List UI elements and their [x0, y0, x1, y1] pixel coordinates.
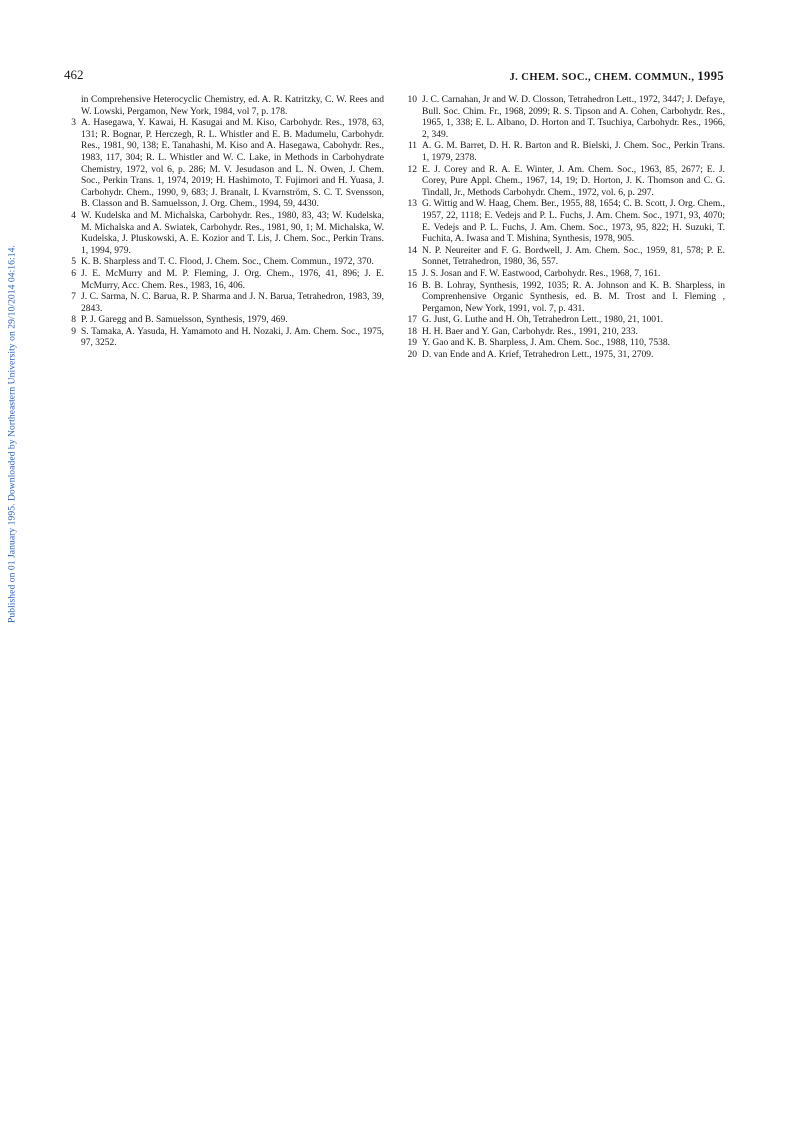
references-left-column: [64, 95, 384, 350]
reference-text: S. Tamaka, A. Yasuda, H. Yamamoto and H. Nozaki, J. Am. Chem. Soc., 1975, 97, 3252.: [81, 326, 384, 349]
reference-text: A. Hasegawa, Y. Kawai, H. Kasugai and M. Kiso, Carbohydr. Res., 1978, 63, 131; R. Bognar, P. Herczegh, R. L. Whistler and E. B. Madumelu, Carbohydr. Res., 1981, 90, 138; E. Tanahashi, M. Kiso and A. Hasegawa, Cabohydr. Res., 1983, 117, 304; R. L. Whistler and W. C. Lake, in Methods in Carbohydrate Chemistry, 1972, vol 6, p. 286; M. V. Jesudason and L. N. Owen, J. Chem. Soc., Perkin Trans. 1, 1974, 2019; H. Hashimoto, T. Fujimori and H. Yuasa, J. Carbohydr. Chem., 1990, 9, 683; J. Branalt, I. Kvarnström, S. C. T. Svensson, B. Classon and B. Samuelsson, J. Org. Chem., 1994, 59, 4430.: [81, 118, 384, 210]
reference-text: A. G. M. Barret, D. H. R. Barton and R. Bielski, J. Chem. Soc., Perkin Trans. 1, 1979, 2378.: [422, 141, 725, 163]
reference-number: 9: [71, 326, 76, 337]
reference-item: [405, 141, 725, 164]
reference-text: H. H. Baer and Y. Gan, Carbohydr. Res., 1991, 210, 233.: [422, 326, 638, 337]
reference-item: [64, 211, 384, 257]
reference-number: 3: [71, 118, 76, 129]
reference-list-left: [64, 118, 384, 350]
reference-number: 16: [407, 280, 417, 291]
reference-item: [64, 315, 384, 327]
reference-text: G. Wittig and W. Haag, Chem. Ber., 1955, 88, 1654; C. B. Scott, J. Org. Chem., 1957, 22, 1118; E. Vedejs and P. L. Fuchs, J. Am. Chem. Soc., 1971, 93, 4070; E. Vedejs and P. L. Fuchs, J. Am. Chem. Soc., 1973, 95, 822; H. Suzuki, T. Fuchita, A. Iwasa and T. Mishina, Synthesis, 1978, 905.: [422, 199, 725, 245]
reference-item: [405, 281, 725, 316]
reference-text: K. B. Sharpless and T. C. Flood, J. Chem. Soc., Chem. Commun., 1972, 370.: [81, 257, 374, 268]
reference-number: 5: [71, 257, 76, 268]
reference-continuation: in Comprehensive Heterocyclic Chemistry, ed. A. R. Katritzky, C. W. Rees and W. Lowski, Pergamon, New York, 1984, vol 7, p. 178.: [81, 95, 384, 117]
reference-item: [405, 246, 725, 269]
reference-item: [405, 269, 725, 281]
reference-text: W. Kudelska and M. Michalska, Carbohydr. Res., 1980, 83, 43; W. Kudelska, M. Michalska and A. Swiatek, Carbohydr. Res., 1981, 90, 1; M. Michalska, W. Kudelska, J. Pluskowski, A. E. Kozior and T. Lis, J. Chem. Soc., Perkin Trans. 1, 1994, 979.: [81, 210, 384, 256]
reference-text: J. C. Sarma, N. C. Barua, R. P. Sharma and J. N. Barua, Tetrahedron, 1983, 39, 2843.: [81, 292, 384, 314]
reference-item: [405, 95, 725, 141]
reference-number: 17: [407, 315, 417, 326]
reference-number: 19: [407, 338, 417, 349]
reference-number: 18: [407, 326, 417, 337]
page-number: 462: [64, 67, 84, 82]
reference-text: J. C. Carnahan, Jr and W. D. Closson, Tetrahedron Lett., 1972, 3447; J. Defaye, Bull. Soc. Chim. Fr., 1968, 2099; R. S. Tipson and A. Cohen, Carbohydr. Res., 1965, 1, 338; E. L. Albano, D. Horton and T. Tsuchiya, Carbohydr. Res., 1966, 2, 349.: [422, 95, 725, 140]
reference-text: E. J. Corey and R. A. E. Winter, J. Am. Chem. Soc., 1963, 85, 2677; E. J. Corey, Pure Appl. Chem., 1967, 14, 19; D. Horton, J. K. Thomson and C. G. Tindall, Jr., Methods Carbohydr. Chem., 1972, vol. 6, p. 297.: [422, 164, 725, 198]
reference-text: J. E. McMurry and M. P. Fleming, J. Org. Chem., 1976, 41, 896; J. E. McMurry, Acc. Chem. Res., 1983, 16, 406.: [81, 268, 384, 291]
reference-number: 10: [407, 95, 417, 105]
reference-number: 14: [407, 245, 417, 256]
reference-number: 12: [407, 164, 417, 175]
reference-item: [405, 327, 725, 339]
reference-item: [405, 350, 725, 362]
reference-item: [405, 315, 725, 327]
reference-number: 6: [71, 268, 76, 279]
reference-item: [64, 269, 384, 292]
reference-item: [64, 292, 384, 315]
reference-item: [405, 199, 725, 245]
reference-text: Y. Gao and K. B. Sharpless, J. Am. Chem. Soc., 1988, 110, 7538.: [422, 338, 671, 349]
reference-number: 20: [407, 350, 417, 361]
download-watermark: [3, 245, 21, 623]
download-notice: Published on 01 January 1995. Downloaded by Northeastern University on 29/10/2014 04:16:14.: [6, 245, 18, 623]
journal-header: [509, 69, 724, 84]
reference-number: 13: [407, 199, 417, 210]
reference-text: G. Just, G. Luthe and H. Oh, Tetrahedron Lett., 1980, 21, 1001.: [422, 315, 664, 326]
reference-item: [64, 257, 384, 269]
reference-number: 4: [71, 210, 76, 221]
reference-number: 11: [407, 141, 417, 152]
reference-text: D. van Ende and A. Krief, Tetrahedron Lett., 1975, 31, 2709.: [422, 350, 654, 361]
reference-text: P. J. Garegg and B. Samuelsson, Synthesis, 1979, 469.: [81, 315, 288, 326]
reference-number: 7: [71, 292, 76, 303]
reference-item: [405, 165, 725, 200]
reference-text: N. P. Neureiter and F. G. Bordwell, J. Am. Chem. Soc., 1959, 81, 578; P. E. Sonnet, Tetrahedron, 1980, 36, 557.: [422, 245, 725, 268]
reference-item: [405, 338, 725, 350]
journal-year: 1995: [697, 69, 724, 83]
reference-number: 15: [407, 268, 417, 279]
reference-item: [64, 118, 384, 211]
reference-text: J. S. Josan and F. W. Eastwood, Carbohydr. Res., 1968, 7, 161.: [422, 268, 661, 279]
journal-title: J. CHEM. SOC., CHEM. COMMUN.,: [509, 72, 695, 83]
reference-item: [64, 327, 384, 350]
reference-text: B. B. Lohray, Synthesis, 1992, 1035; R. A. Johnson and K. B. Sharpless, in Comprenhensive Organic Synthesis, ed. B. M. Trost and I. Fleming , Pergamon, New York, 1991, vol. 7, p. 431.: [422, 280, 725, 314]
references-right-column: [405, 95, 725, 362]
reference-list-right: [405, 95, 725, 362]
reference-number: 8: [71, 315, 76, 326]
